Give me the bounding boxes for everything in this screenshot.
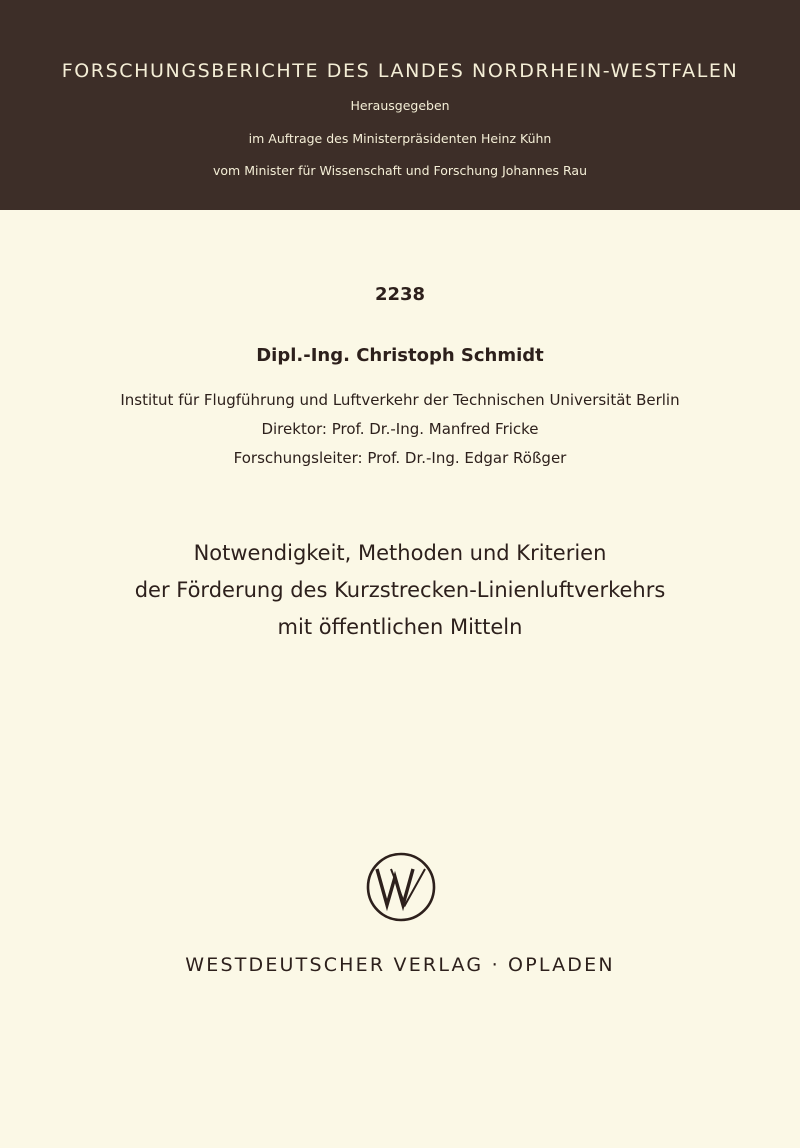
director-line: Direktor: Prof. Dr.-Ing. Manfred Fricke [261, 420, 539, 438]
header-commission-line: im Auftrage des Ministerpräsidenten Heinz Kühn [248, 131, 552, 146]
report-number: 2238 [374, 284, 426, 305]
header-editor-line: Herausgegeben [350, 98, 450, 113]
institute-line: Institut für Flugführung und Luftverkehr der Technischen Universität Berlin [120, 391, 680, 409]
publisher-logo-icon [365, 851, 437, 923]
title-line-1: Notwendigkeit, Methoden und Kriterien [193, 541, 607, 565]
author-name: Dipl.-Ing. Christoph Schmidt [256, 345, 544, 366]
publisher-name: WESTDEUTSCHER VERLAG · OPLADEN [185, 954, 615, 976]
header-minister-line: vom Minister für Wissenschaft und Forschung Johannes Rau [213, 163, 587, 178]
series-header-band [0, 0, 800, 210]
research-lead-line: Forschungsleiter: Prof. Dr.-Ing. Edgar Rößger [233, 449, 567, 467]
title-line-2: der Förderung des Kurzstrecken-Linienluftverkehrs [134, 578, 666, 602]
series-title: FORSCHUNGSBERICHTE DES LANDES NORDRHEIN-WESTFALEN [61, 60, 739, 82]
title-line-3: mit öffentlichen Mitteln [277, 615, 523, 639]
